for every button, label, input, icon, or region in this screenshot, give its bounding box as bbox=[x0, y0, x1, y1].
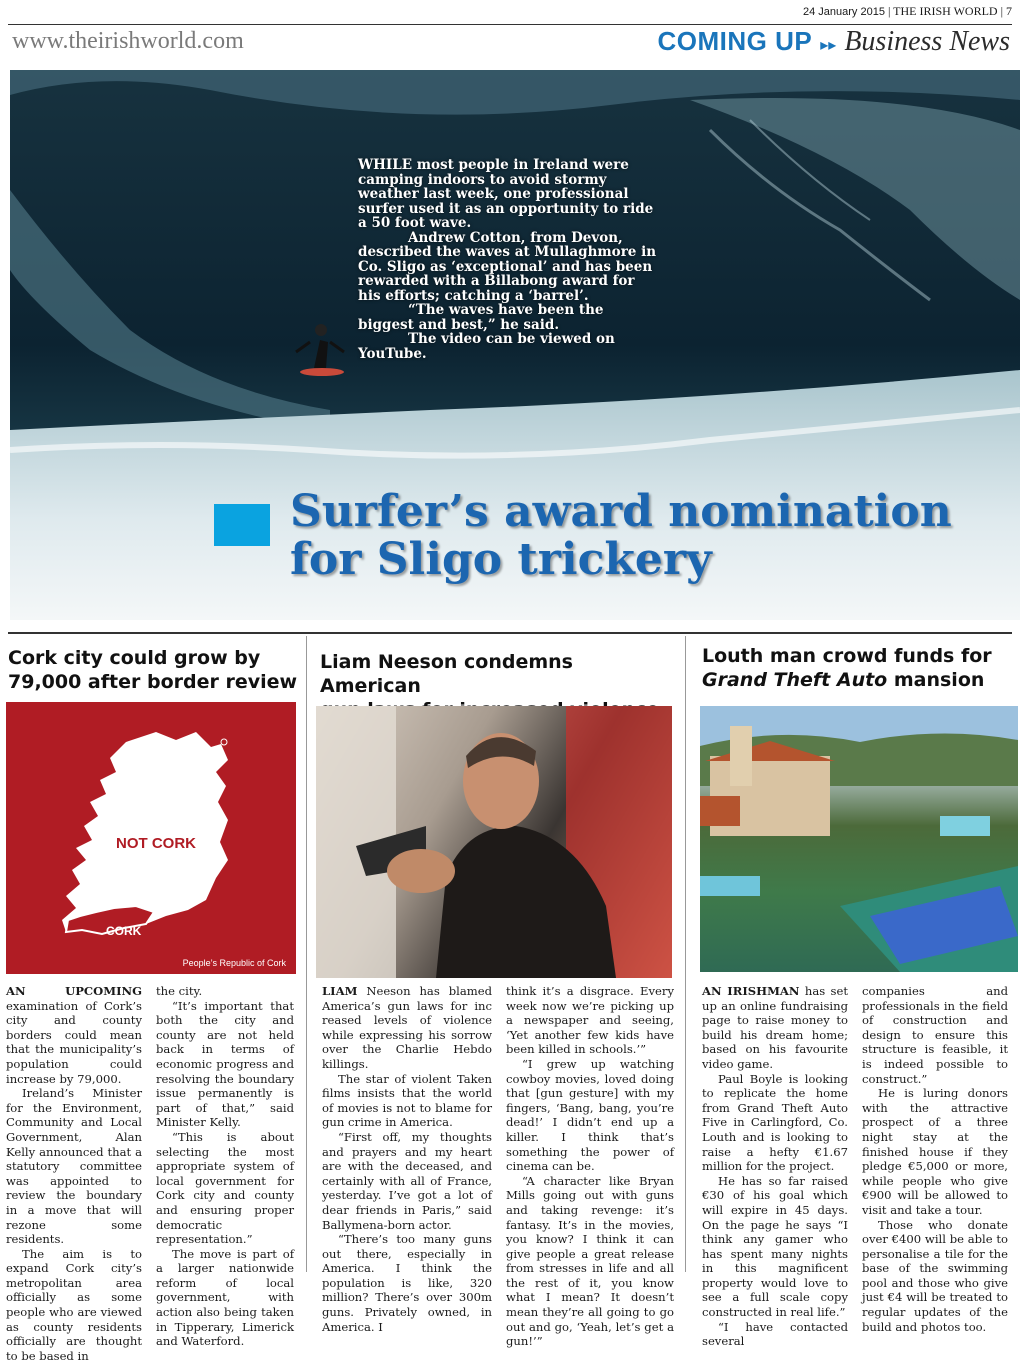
louth-headline bbox=[702, 644, 1018, 692]
headline-line: 79,000 after border review bbox=[8, 671, 298, 693]
headline-line: Surfer’s award nomination bbox=[290, 486, 952, 537]
coming-up-banner bbox=[658, 26, 1010, 58]
hero-paragraph: The video can be viewed on YouTube. bbox=[358, 331, 615, 362]
lead-word: AN UPCOMING bbox=[6, 984, 142, 998]
headline-line-2 bbox=[702, 668, 1018, 692]
hero-intro-text bbox=[358, 158, 658, 361]
map-label-cork: CORK bbox=[106, 924, 142, 938]
body-paragraph: “There’s too many guns out there, especially in America. I think the population is like, 320 million? There’s over 300m guns. Privately owned, in America. I bbox=[322, 1232, 492, 1334]
cork-column-1 bbox=[6, 984, 142, 1363]
gta-mansion-image bbox=[700, 706, 1018, 972]
body-paragraph: think it’s a disgrace. Every week now we’re picking up a newspaper and seeing, ‘Yet another few kids have been killed in schools.’” bbox=[506, 984, 674, 1057]
body-paragraph: He is luring donors with the attractive prospect of a three night stay at the finished house if they pledge €5,000 or more, while people who give €900 will be allowed to visit and take a tour. bbox=[862, 1086, 1008, 1217]
headline-line: for Sligo trickery bbox=[290, 534, 712, 585]
body-paragraph: Those who donate over €400 will be able to personalise a tile for the base of the swimming pool and those who give just €4 will be treated to regular updates of the build and photos too. bbox=[862, 1217, 1008, 1334]
body-paragraph: companies and professionals in the field of construction and design to ensure this structure is feasible, it is indeed possible to construct.” bbox=[862, 984, 1008, 1086]
issue-date: 24 January 2015 bbox=[803, 6, 885, 18]
body-text: Neeson has blamed America’s gun laws for inc reased levels of violence while expressing his sorrow over the Charlie Hebdo killings. bbox=[322, 984, 493, 1071]
separator: | bbox=[1000, 4, 1003, 18]
body-text: examination of Cork’s city and county borders could mean that the municipality’s population could increase by 79,000. bbox=[6, 998, 142, 1086]
hero-paragraph: “The waves have been the biggest and best,” he said. bbox=[358, 302, 604, 333]
body-paragraph: The aim is to expand Cork city’s metropolitan area officially as some people who are viewed as county residents officially are thought to be based in bbox=[6, 1246, 142, 1363]
cork-headline bbox=[8, 646, 300, 694]
main-headline bbox=[290, 488, 952, 584]
body-text: has set up an online fundraising page to raise money to build his dream home; based on his favourite video game. bbox=[702, 984, 848, 1071]
louth-column-1 bbox=[702, 984, 848, 1349]
site-url[interactable]: www.theirishworld.com bbox=[12, 28, 244, 54]
page-number: 7 bbox=[1006, 4, 1012, 18]
body-paragraph: “A character like Bryan Mills going out with guns and taking revenge: it’s fantasy. It’s in the movies, you know? I think it can give people a great release from stresses in life and all the rest of it, you know what I mean? It doesn’t mean they’re all going to go out and go, ‘Yeah, let’s get a gun!’” bbox=[506, 1173, 674, 1349]
body-paragraph: The move is part of a larger nationwide reform of local government, with action also being taken in Tipperary, Limerick and Waterford. bbox=[156, 1246, 294, 1349]
body-paragraph: “This is about selecting the most appropriate system of local government for Cork city and county and ensuring proper democratic representation.” bbox=[156, 1129, 294, 1247]
page-header-info bbox=[803, 4, 1012, 19]
body-paragraph: the city. bbox=[156, 984, 203, 998]
body-paragraph: “It’s important that both the city and county are not held back in terms of economic progress and resolving the boundary issue permanently is part of that,” said Minister Kelly. bbox=[156, 998, 294, 1130]
section-divider bbox=[8, 632, 1012, 634]
map-label-not-cork: NOT CORK bbox=[116, 835, 196, 852]
separator: | bbox=[887, 4, 891, 18]
body-paragraph: “First off, my thoughts and prayers and my heart are with the deceased, and certainly with all of France, yesterday. I’ve got a lot of dear friends in Paris,” said Ballymena-born actor. bbox=[322, 1129, 492, 1232]
body-paragraph: He has so far raised €30 of his goal which will expire in 45 days. On the page he says “I think any gamer who has spent many nights in this magnificent property would love to see a full scale copy constructed in real life.” bbox=[702, 1173, 848, 1320]
body-paragraph: “I grew up watching cowboy movies, loved doing that [gun gesture] with my fingers, ‘Bang, bang, you’re dead!’ I didn’t end up a killer. I think that’s something the power of cinema can be. bbox=[506, 1056, 674, 1174]
mansion-illustration bbox=[700, 706, 1018, 972]
body-paragraph: Ireland’s Minister for the Environment, Community and Local Government, Alan Kelly announced that a statutory committee was appointed to review the boundary in a move that will rezone some residents. bbox=[6, 1086, 142, 1247]
neeson-photo bbox=[316, 706, 672, 978]
louth-column-2 bbox=[862, 984, 1008, 1334]
column-divider bbox=[685, 636, 686, 1272]
double-arrow-icon: ▸▸ bbox=[820, 35, 837, 54]
lead-word: AN IRISHMAN bbox=[702, 984, 800, 998]
body-paragraph: Paul Boyle is looking to replicate the home from Grand Theft Auto Five in Carlingford, Co. Louth and is looking to raise a hefty €1.67 million for the project. bbox=[702, 1071, 848, 1174]
map-caption: People’s Republic of Cork bbox=[182, 958, 286, 968]
headline-marker bbox=[214, 504, 270, 546]
section-title: Business News bbox=[844, 26, 1010, 57]
headline-line: Cork city could grow by bbox=[8, 647, 261, 669]
game-title: Grand Theft Auto bbox=[702, 669, 888, 691]
headline-line: Liam Neeson condemns American bbox=[320, 651, 573, 697]
hero-wave-photo bbox=[10, 70, 1020, 620]
coming-up-label: COMING UP bbox=[657, 26, 813, 56]
paper-name: THE IRISH WORLD bbox=[893, 4, 998, 18]
header-divider bbox=[8, 24, 1012, 25]
neeson-column-1 bbox=[322, 984, 492, 1334]
hero-paragraph: Andrew Cotton, from Devon, described the waves at Mullaghmore in Co. Sligo as ‘exceptional’ and has been rewarded with a Billabong award for his efforts; catching a ‘barrel’. bbox=[358, 229, 657, 304]
column-divider bbox=[306, 636, 307, 1272]
headline-rest: mansion bbox=[887, 669, 985, 691]
actor-illustration bbox=[316, 706, 672, 978]
body-paragraph: The star of violent Taken films insists that the world of movies is not to blame for gun crime in America. bbox=[322, 1071, 492, 1130]
ireland-map-image bbox=[6, 702, 296, 974]
lead-word: LIAM bbox=[322, 984, 358, 998]
body-paragraph: “I have contacted several bbox=[702, 1319, 848, 1349]
hero-paragraph: WHILE most people in Ireland were camping indoors to avoid stormy weather last week, one professional surfer used it as an opportunity to ride a 50 foot wave. bbox=[358, 157, 654, 231]
neeson-column-2 bbox=[506, 984, 674, 1349]
headline-line: Louth man crowd funds for bbox=[702, 645, 992, 667]
cork-column-2 bbox=[156, 984, 294, 1349]
ireland-map bbox=[6, 702, 296, 974]
